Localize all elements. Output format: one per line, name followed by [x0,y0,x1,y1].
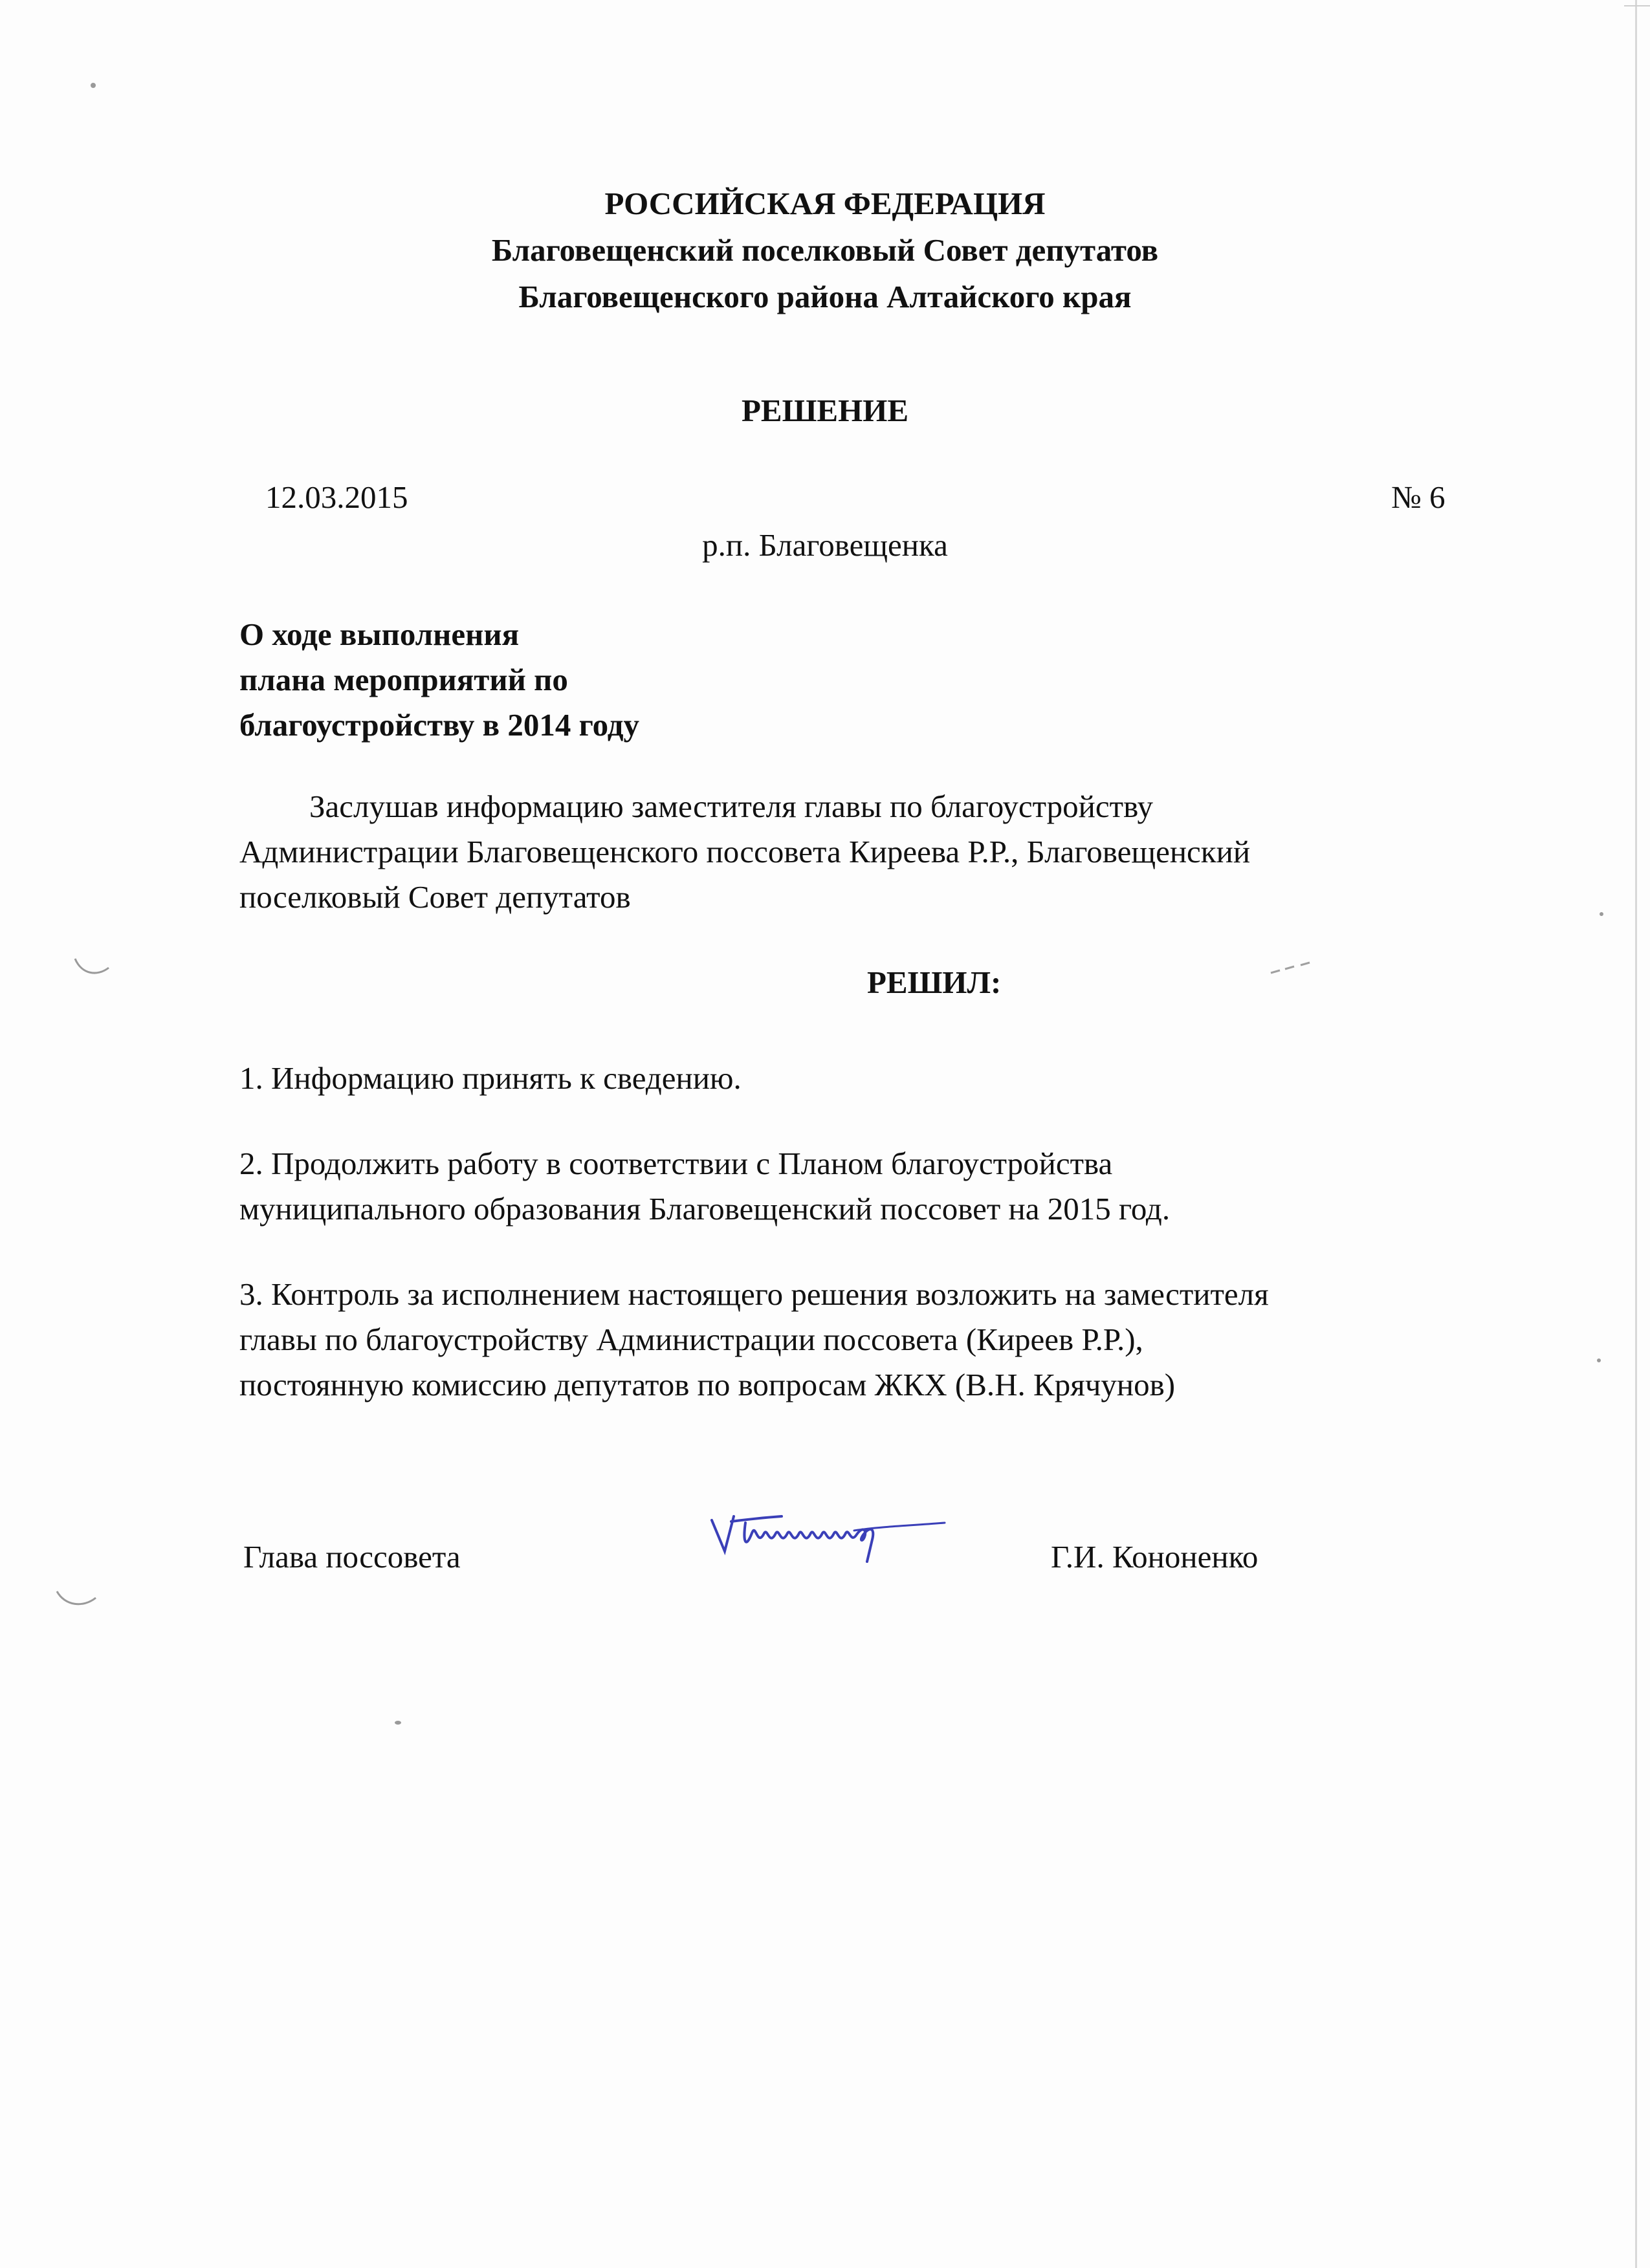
decision-item-1: 1. Информацию принять к сведению. [239,1060,742,1096]
page-edge-top [1624,5,1650,6]
document-number: № 6 [1391,479,1446,515]
header-council: Благовещенский поселковый Совет депутатов [491,232,1159,268]
subject-line: плана мероприятий по [239,662,568,697]
decision-item-2: муниципального образования Благовещенский поссовет на 2015 год. [239,1191,1171,1227]
signatory-name: Г.И. Кононенко [1051,1539,1259,1575]
page-edge [1635,0,1637,2268]
punch-hole-mark [54,1586,100,1612]
decision-item-3: главы по благоустройству Администрации поссовета (Киреев Р.Р.), [239,1322,1143,1357]
scan-mark [1268,957,1320,977]
punch-hole-mark [72,955,111,981]
signatory-position: Глава поссовета [243,1539,461,1575]
decided-heading: РЕШИЛ: [867,965,1002,1000]
decision-item-2: 2. Продолжить работу в соответствии с Планом благоустройства [239,1146,1113,1181]
document-date: 12.03.2015 [265,479,408,515]
header-country: РОССИЙСКАЯ ФЕДЕРАЦИЯ [604,186,1046,221]
preamble-line: поселковый Совет депутатов [239,879,631,915]
scan-speck [91,83,96,88]
subject-line: благоустройству в 2014 году [239,707,640,743]
handwritten-signature [705,1494,951,1565]
scan-speck [395,1721,401,1725]
scan-speck [1600,912,1603,916]
preamble-line: Администрации Благовещенского поссовета Киреева Р.Р., Благовещенский [239,834,1251,869]
document-type-title: РЕШЕНИЕ [741,393,908,428]
scan-speck [1597,1358,1601,1362]
decision-item-3: постоянную комиссию депутатов по вопросам ЖКХ (В.Н. Крячунов) [239,1367,1176,1402]
preamble-line: Заслушав информацию заместителя главы по благоустройству [309,789,1154,824]
header-district: Благовещенского района Алтайского края [518,279,1132,314]
decision-item-3: 3. Контроль за исполнением настоящего решения возложить на заместителя [239,1276,1269,1312]
document-place: р.п. Благовещенка [702,527,948,563]
subject-line: О ходе выполнения [239,616,520,652]
